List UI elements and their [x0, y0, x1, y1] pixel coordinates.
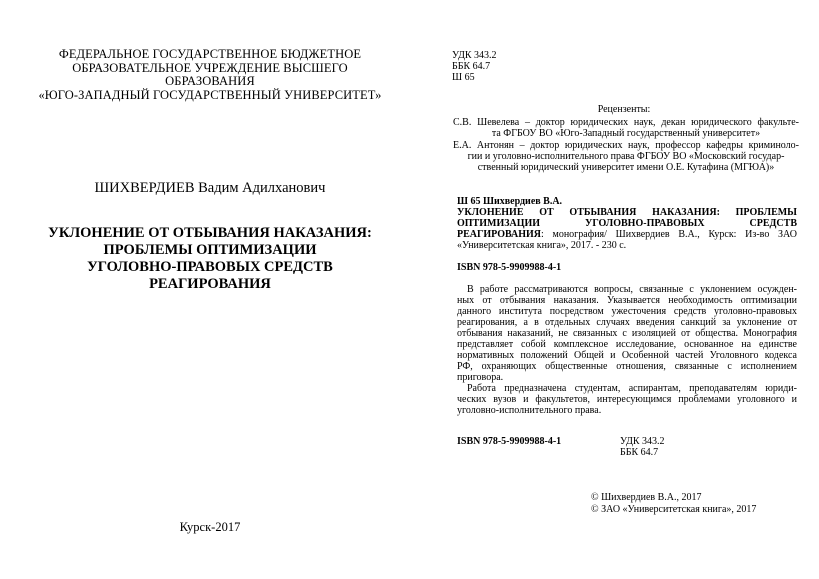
bib-publisher-line: «Университетская книга», 2017. - 230 с.: [457, 240, 627, 251]
abstract-line: приговора.: [457, 372, 504, 383]
abstract-line: РФ, охраняющих общественные отношения, связанные с исполнением: [457, 361, 797, 372]
reviewer-line: гии и уголовно-исполнительного права ФГБОУ ВО «Московский государ-: [467, 151, 785, 162]
classification-codes: [452, 50, 497, 83]
udk-code: УДК 343.2: [620, 436, 665, 447]
bib-title-line: ОПТИМИЗАЦИИ УГОЛОВНО-ПРАВОВЫХ СРЕДСТВ: [457, 218, 797, 229]
bbk-code: ББК 64.7: [620, 447, 659, 458]
abstract-line: представляет собой комплексное исследование, основанное на единстве: [457, 339, 797, 350]
book-title-line: РЕАГИРОВАНИЯ: [149, 276, 271, 292]
reviewer-entry: [453, 140, 799, 173]
udk-code: УДК 343.2: [452, 50, 497, 61]
organization-line: «ЮГО-ЗАПАДНЫЙ ГОСУДАРСТВЕННЫЙ УНИВЕРСИТЕТ»: [38, 87, 382, 102]
abstract-line: отбывания наказаний, не связанных с изоляцией от общества. Монография: [457, 328, 797, 339]
copyright-line: © Шихвердиев В.А., 2017: [591, 492, 702, 503]
classification-codes-bottom: [620, 436, 665, 458]
reviewer-line: Е.А. Антонян – доктор юридических наук, профессор кафедры криминоло-: [453, 140, 799, 151]
reviewer-line: та ФГБОУ ВО «Юго-Западный государственный университет»: [491, 128, 761, 139]
reviewer-entry: [453, 117, 799, 139]
abstract: [457, 284, 797, 416]
abstract-line: В работе рассматриваются вопросы, связанные с уклонением осужден-: [467, 284, 797, 295]
bib-title-end: РЕАГИРОВАНИЯ: [457, 229, 542, 240]
book-title-line: ПРОБЛЕМЫ ОПТИМИЗАЦИИ: [103, 242, 317, 258]
imprint-page: [409, 0, 819, 579]
organization-line: ОБРАЗОВАНИЯ: [165, 74, 255, 88]
author-name: ШИХВЕРДИЕВ Вадим Адилханович: [94, 180, 326, 196]
abstract-line: Работа предназначена студентам, аспирантам, преподавателям юриди-: [467, 383, 797, 394]
book-title-line: УГОЛОВНО-ПРАВОВЫХ СРЕДСТВ: [87, 259, 333, 275]
isbn: ISBN 978-5-9909988-4-1: [457, 262, 562, 273]
copyright: [591, 492, 756, 516]
bib-description: : монография/ Шихвердиев В.А., Курск: Из-во ЗАО: [541, 229, 797, 240]
organization-name: [30, 48, 390, 102]
city-year: Курск-2017: [179, 520, 241, 534]
abstract-line: нормативных положений Общей и Особенной частей Уголовного кодекса: [457, 350, 797, 361]
reviewer-line: ственный юридический университет имени О.Е. Кутафина (МГЮА)»: [477, 162, 775, 173]
title-page: [0, 0, 409, 579]
abstract-line: реагирования, а в отдельных случаях введения санкций за уклонение от: [457, 317, 797, 328]
bib-author-line: Ш 65 Шихвердиев В.А.: [457, 196, 563, 207]
book-title: [30, 225, 390, 293]
abstract-line: ных от отбывания наказания. Указывается необходимость оптимизации: [457, 295, 797, 306]
copyright-line: © ЗАО «Университетская книга», 2017: [591, 504, 757, 515]
reviewer-line: С.В. Шевелева – доктор юридических наук, декан юридического факульте-: [453, 117, 799, 128]
abstract-line: уголовно-исполнительного права.: [457, 405, 602, 416]
author-mark: Ш 65: [452, 72, 475, 83]
reviewers-heading: Рецензенты:: [597, 104, 651, 115]
bibliographic-record: [457, 196, 797, 251]
bib-title-line: [457, 229, 797, 240]
book-title-line: УКЛОНЕНИЕ ОТ ОТБЫВАНИЯ НАКАЗАНИЯ:: [48, 225, 372, 241]
isbn-bottom: ISBN 978-5-9909988-4-1: [457, 436, 562, 447]
organization-line: ФЕДЕРАЛЬНОЕ ГОСУДАРСТВЕННОЕ БЮДЖЕТНОЕ: [58, 47, 362, 61]
bbk-code: ББК 64.7: [452, 61, 491, 72]
bib-title-line: УКЛОНЕНИЕ ОТ ОТБЫВАНИЯ НАКАЗАНИЯ: ПРОБЛЕМЫ: [457, 207, 797, 218]
abstract-line: данного института посредством ужесточения средств уголовно-правовых: [457, 306, 797, 317]
abstract-line: ческих вузов и факультетов, интересующимся проблемами уголовного и: [457, 394, 797, 405]
organization-line: ОБРАЗОВАТЕЛЬНОЕ УЧРЕЖДЕНИЕ ВЫСШЕГО: [72, 60, 348, 75]
